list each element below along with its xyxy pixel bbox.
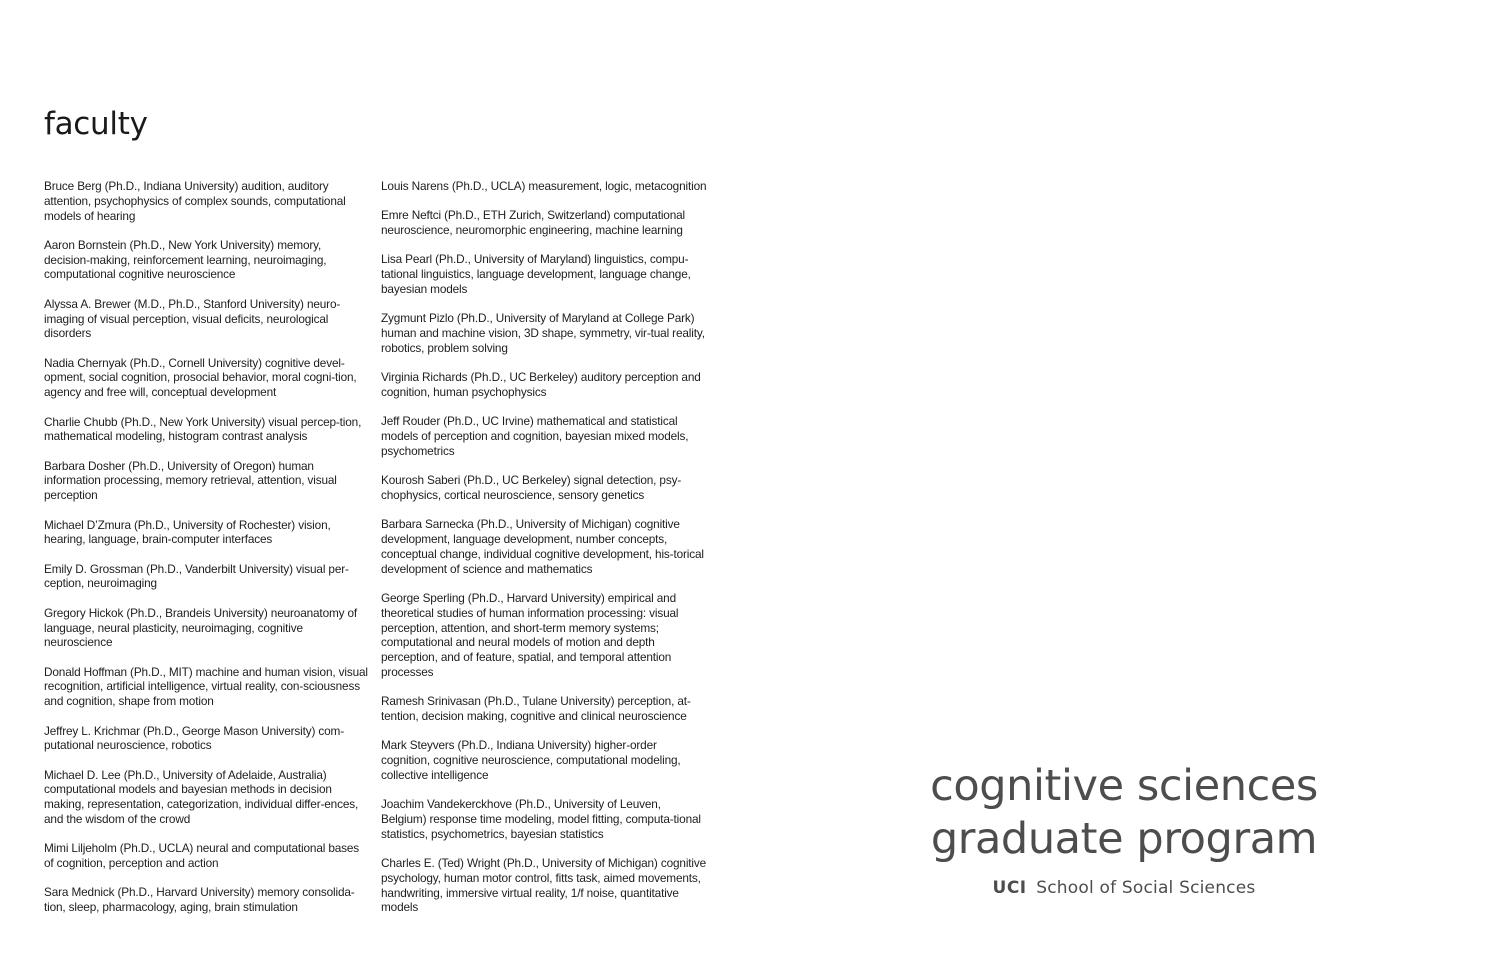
faculty-entry: Louis Narens (Ph.D., UCLA) measurement, logic, metacognition [381,179,707,193]
faculty-entry: Mark Steyvers (Ph.D., Indiana University) higher-order cognition, cognitive neuroscience, computational modeling, collective intelligence [381,738,681,782]
faculty-entry: Emily D. Grossman (Ph.D., Vanderbilt University) visual per-ception, neuroimaging [44,561,349,591]
faculty-entry: Barbara Dosher (Ph.D., University of Oregon) human information processing, memory retrieval, attention, visual perception [44,458,337,503]
program-title-line-2: graduate program [930,814,1318,864]
faculty-entry: Ramesh Srinivasan (Ph.D., Tulane University) perception, at-tention, decision making, cognitive and clinical neuroscience [381,694,691,724]
faculty-entry: Barbara Sarnecka (Ph.D., University of Michigan) cognitive development, language development, number concepts, conceptual change, individual cognitive development, his-torical development of science and mathematics [381,517,704,576]
faculty-entry: Gregory Hickok (Ph.D., Brandeis University) neuroanatomy of language, neural plasticity, neuroimaging, cognitive neuroscience [44,605,358,650]
faculty-entry: Charlie Chubb (Ph.D., New York University) visual percep-tion, mathematical modeling, histogram contrast analysis [44,414,362,444]
faculty-entry: Joachim Vandekerckhove (Ph.D., University of Leuven, Belgium) response time modeling, model fitting, computa-tional statistics, psychometrics, bayesian statistics [381,797,701,841]
faculty-entry: Alyssa A. Brewer (M.D., Ph.D., Stanford University) neuro-imaging of visual perception, visual deficits, neurological disorders [44,296,341,341]
faculty-entry: Michael D. Lee (Ph.D., University of Adelaide, Australia) computational models and bayesian methods in decision making, representation, categorization, individual differ-ences, and the wisdom of the crowd [44,767,359,826]
faculty-entry: Jeffrey L. Krichmar (Ph.D., George Mason University) com-putational neuroscience, robotics [44,723,345,753]
faculty-entry: Lisa Pearl (Ph.D., University of Maryland) linguistics, compu-tational linguistics, language development, language change, bayesian models [381,252,691,296]
faculty-entry: Sara Mednick (Ph.D., Harvard University) memory consolida-tion, sleep, pharmacology, aging, brain stimulation [44,885,355,915]
faculty-entry: George Sperling (Ph.D., Harvard University) empirical and theoretical studies of human information processing: visual perception, attention, and short-term memory systems; computational and neural models of motion and depth perception, and of feature, spatial, and temporal attention processes [381,590,679,679]
faculty-entry: Bruce Berg (Ph.D., Indiana University) audition, auditory attention, psychophysics of complex sounds, computational models of hearing [44,179,346,223]
page-heading: faculty [44,106,148,142]
program-title-block [900,760,1348,898]
faculty-entry: Jeff Rouder (Ph.D., UC Irvine) mathematical and statistical models of perception and cognition, bayesian mixed models, psychometrics [381,414,689,458]
faculty-entry: Michael D’Zmura (Ph.D., University of Rochester) vision, hearing, language, brain-computer interfaces [44,517,331,547]
school-affiliation [900,878,1348,898]
faculty-entry: Mimi Liljeholm (Ph.D., UCLA) neural and computational bases of cognition, perception and action [44,841,360,871]
faculty-column-right [381,179,707,930]
school-name: School of Social Sciences [1036,878,1256,898]
faculty-entry: Nadia Chernyak (Ph.D., Cornell University) cognitive devel-opment, social cognition, prosocial behavior, moral cogni-tion, agency and free will, conceptual development [44,355,357,400]
faculty-entry: Donald Hoffman (Ph.D., MIT) machine and human vision, visual recognition, artificial intelligence, virtual reality, con-sciousness and cognition, shape from motion [44,664,368,709]
faculty-entry: Emre Neftci (Ph.D., ETH Zurich, Switzerland) computational neuroscience, neuromorphic engineering, machine learning [381,208,686,238]
faculty-entry: Virginia Richards (Ph.D., UC Berkeley) auditory perception and cognition, human psychophysics [381,370,701,399]
faculty-entry: Charles E. (Ted) Wright (Ph.D., University of Michigan) cognitive psychology, human motor control, fitts task, aimed movements, handwriting, immersive virtual reality, 1/f noise, quantitative models [381,856,707,915]
faculty-entry: Aaron Bornstein (Ph.D., New York University) memory, decision-making, reinforcement learning, neuroimaging, computational cognitive neuroscience [44,237,327,282]
program-title-line-1: cognitive sciences [930,761,1318,811]
uci-logo: UCI [992,878,1027,898]
faculty-entry: Kourosh Saberi (Ph.D., UC Berkeley) signal detection, psy-chophysics, cortical neuroscience, sensory genetics [381,473,682,502]
faculty-column-left [44,179,370,929]
faculty-entry: Zygmunt Pizlo (Ph.D., University of Maryland at College Park) human and machine vision, 3D shape, symmetry, vir-tual reality, robotics, problem solving [381,311,705,355]
